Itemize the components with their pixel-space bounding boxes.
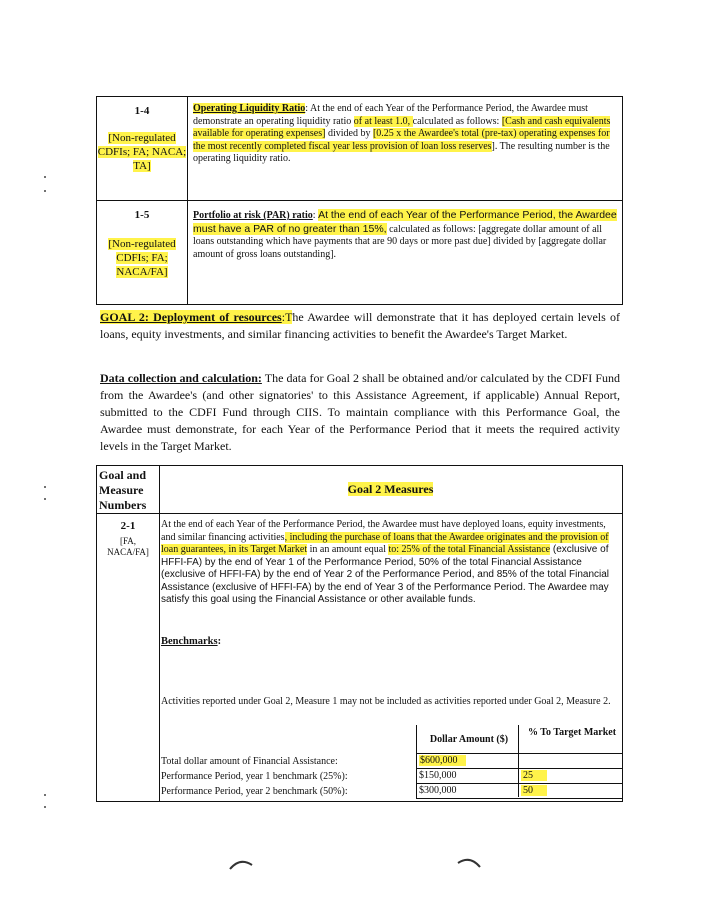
benchmark-row-pct: 25: [521, 770, 547, 781]
goal2-measures-table: [96, 465, 623, 802]
measure-number: 1-5: [134, 209, 150, 221]
scan-speck: [44, 176, 46, 178]
benchmark-row-amount: $150,000: [419, 770, 457, 781]
measure-text-2-1: At the end of each Year of the Performance Period, the Awardee must have deployed loans, equity investments, and similar financing activities, including the purchase of loans that the Awardee originates and the provision of loan guarantees, in its Target Market in an amount equal to: 25% of the total Financial Assistance (exclusive of HFFI-FA) by the end of Year 1 of the Performance Period, 50% of the total Financial Assistance (exclusive of HFFI-FA) by the end of Year 2 of the Performance Period, and 85% of the total Financial Assistance (exclusive of HFFI-FA) by the end of Year 3 of the Performance Period. The Awardee may satisfy this goal using the Financial Assistance or other available funds.: [161, 519, 610, 605]
measure-tag: [FA, NACA/FA]: [107, 536, 149, 557]
benchmark-note: Activities reported under Goal 2, Measure 1 may not be included as activities reported under Goal 2, Measure 2.: [161, 696, 611, 707]
benchmark-row-amount: $300,000: [419, 785, 457, 796]
benchmark-row-label: Performance Period, year 2 benchmark (50%):: [161, 786, 348, 797]
binder-hole-mark: [228, 855, 254, 877]
table-title: Goal 2 Measures: [347, 482, 434, 496]
measure-text-1-4: Operating Liquidity Ratio: At the end of each Year of the Performance Period, the Awardee must demonstrate an operating liquidity ratio of at least 1.0, calculated as follows: [Cash and cash equivalents available for operating expenses] divided by [0.25 x the Awardee's total (pre-tax) operating expenses for the most recently completed fiscal year less provision of loan loss reserves]. The resulting number is the operating liquidity ratio.: [193, 103, 611, 164]
benchmark-row-label: Total dollar amount of Financial Assistance:: [161, 756, 338, 767]
benchmark-row-label: Performance Period, year 1 benchmark (25%):: [161, 771, 348, 782]
goal2-heading: GOAL 2: Deployment of resources: [100, 310, 282, 324]
goal2-paragraph: GOAL 2: Deployment of resources:The Awardee will demonstrate that it has deployed certain levels of loans, equity investments, and similar financing activities to benefit the Awardee's Target Market.: [100, 310, 620, 341]
benchmark-row-pct: 50: [521, 785, 547, 796]
performance-measures-table: [96, 96, 623, 305]
benchmark-row-amount: $600,000: [419, 755, 466, 766]
measure-number: 2-1: [120, 520, 136, 532]
scan-speck: [44, 806, 46, 808]
column-header-pct: % To Target Market: [527, 727, 617, 738]
measure-number: 1-4: [134, 105, 150, 117]
binder-hole-mark: [456, 853, 482, 875]
scan-speck: [44, 486, 46, 488]
scan-speck: [44, 794, 46, 796]
data-collection-heading: Data collection and calculation:: [100, 371, 262, 385]
column-header-amount: Dollar Amount ($): [429, 734, 509, 745]
benchmarks-label: Benchmarks:: [161, 636, 222, 647]
measure-text-1-5: Portfolio at risk (PAR) ratio: At the end of each Year of the Performance Period, the Awardee must have a PAR of no greater than 15%, calculated as follows: [aggregate dollar amount of all loans outstanding which have payments that are 90 days or more past due] divided by [aggregate dollar amount of gross loans outstanding].: [193, 209, 617, 260]
measure-tag: [Non-regulated CDFIs; FA; NACA/FA]: [108, 238, 176, 278]
data-collection-paragraph: Data collection and calculation: The data for Goal 2 shall be obtained and/or calculated by the CDFI Fund from the Awardee's (and other signatories' to this Assistance Agreement, if applicable) Annual Report, submitted to the CDFI Fund through CIIS. To maintain compliance with this Performance Goal, the Awardee must demonstrate, for each Year of the Performance Period that it meets the required activity levels in the Target Market.: [100, 371, 620, 453]
scan-speck: [44, 498, 46, 500]
measure-tag: [Non-regulated CDFIs; FA; NACA; TA]: [97, 132, 187, 172]
scan-speck: [44, 190, 46, 192]
column-header-goal: Goal and Measure Numbers: [99, 468, 147, 512]
